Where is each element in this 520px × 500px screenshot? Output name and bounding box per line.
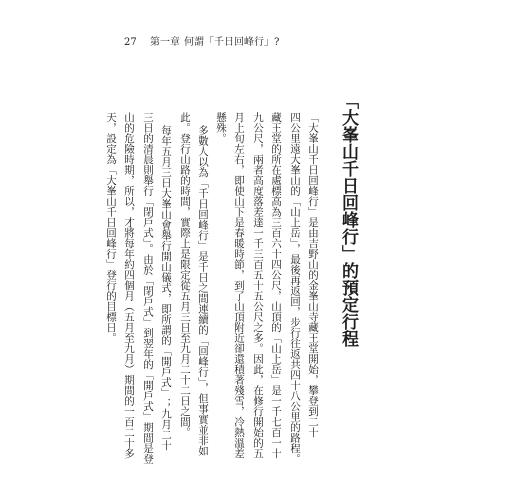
body-line-12: 天，設定為「大峯山千日回峰行」登行的目標日。 — [105, 112, 117, 343]
page-number: 27 — [124, 37, 137, 48]
body-line-2: 四公里遠大峯山的「山上岳」，最後再返回，步行往返共四十八公里的路程。 — [289, 112, 301, 464]
body-line-11: 山的危險時期，所以，才將每年約四個月（五月至九月）期間的一百二十多 — [123, 112, 135, 459]
chapter-title: 何謂「千日回峰行」? — [184, 37, 280, 48]
body-line-9: 每年五月三日大峯山會舉行開山儀式，即所謂的「開戶式」；九月二十 — [160, 125, 172, 451]
chapter-label: 第一章 — [150, 37, 180, 48]
body-line-5: 月上旬左右，即使山下是春暖時節，到了山頂附近卻還積著殘雪，冷熱溫差 — [233, 112, 245, 459]
body-line-10: 三日的清晨則舉行「閉戶式」。由於「閉戶式」到翌年的「開戶式」期間是登 — [142, 112, 154, 464]
body-line-3: 藏王堂的所在處標高為三百六十四公尺，山頂的「山上岳」是一千七百一十 — [270, 112, 282, 459]
body-line-6: 懸殊。 — [215, 112, 227, 144]
body-line-1: 「大峯山千日回峰行」是由吉野山的金峯山寺藏王堂開始，攀登到二十 — [307, 112, 319, 438]
body-line-7: 多數人以為「千日回峰行」是千日之間連續的「回峰行」，但事實並非如 — [197, 125, 209, 456]
body-line-8: 此。登行山路的時間，實際上是限定從五月三日至九月二十二日之間。 — [179, 112, 191, 438]
body-line-4: 九公尺，兩者高度落差達一千三百五十五公尺之多。因此，在修行開始的五 — [252, 112, 264, 459]
running-head — [0, 37, 520, 51]
section-heading: 「大峯山千日回峰行」的預定行程 — [338, 92, 358, 347]
